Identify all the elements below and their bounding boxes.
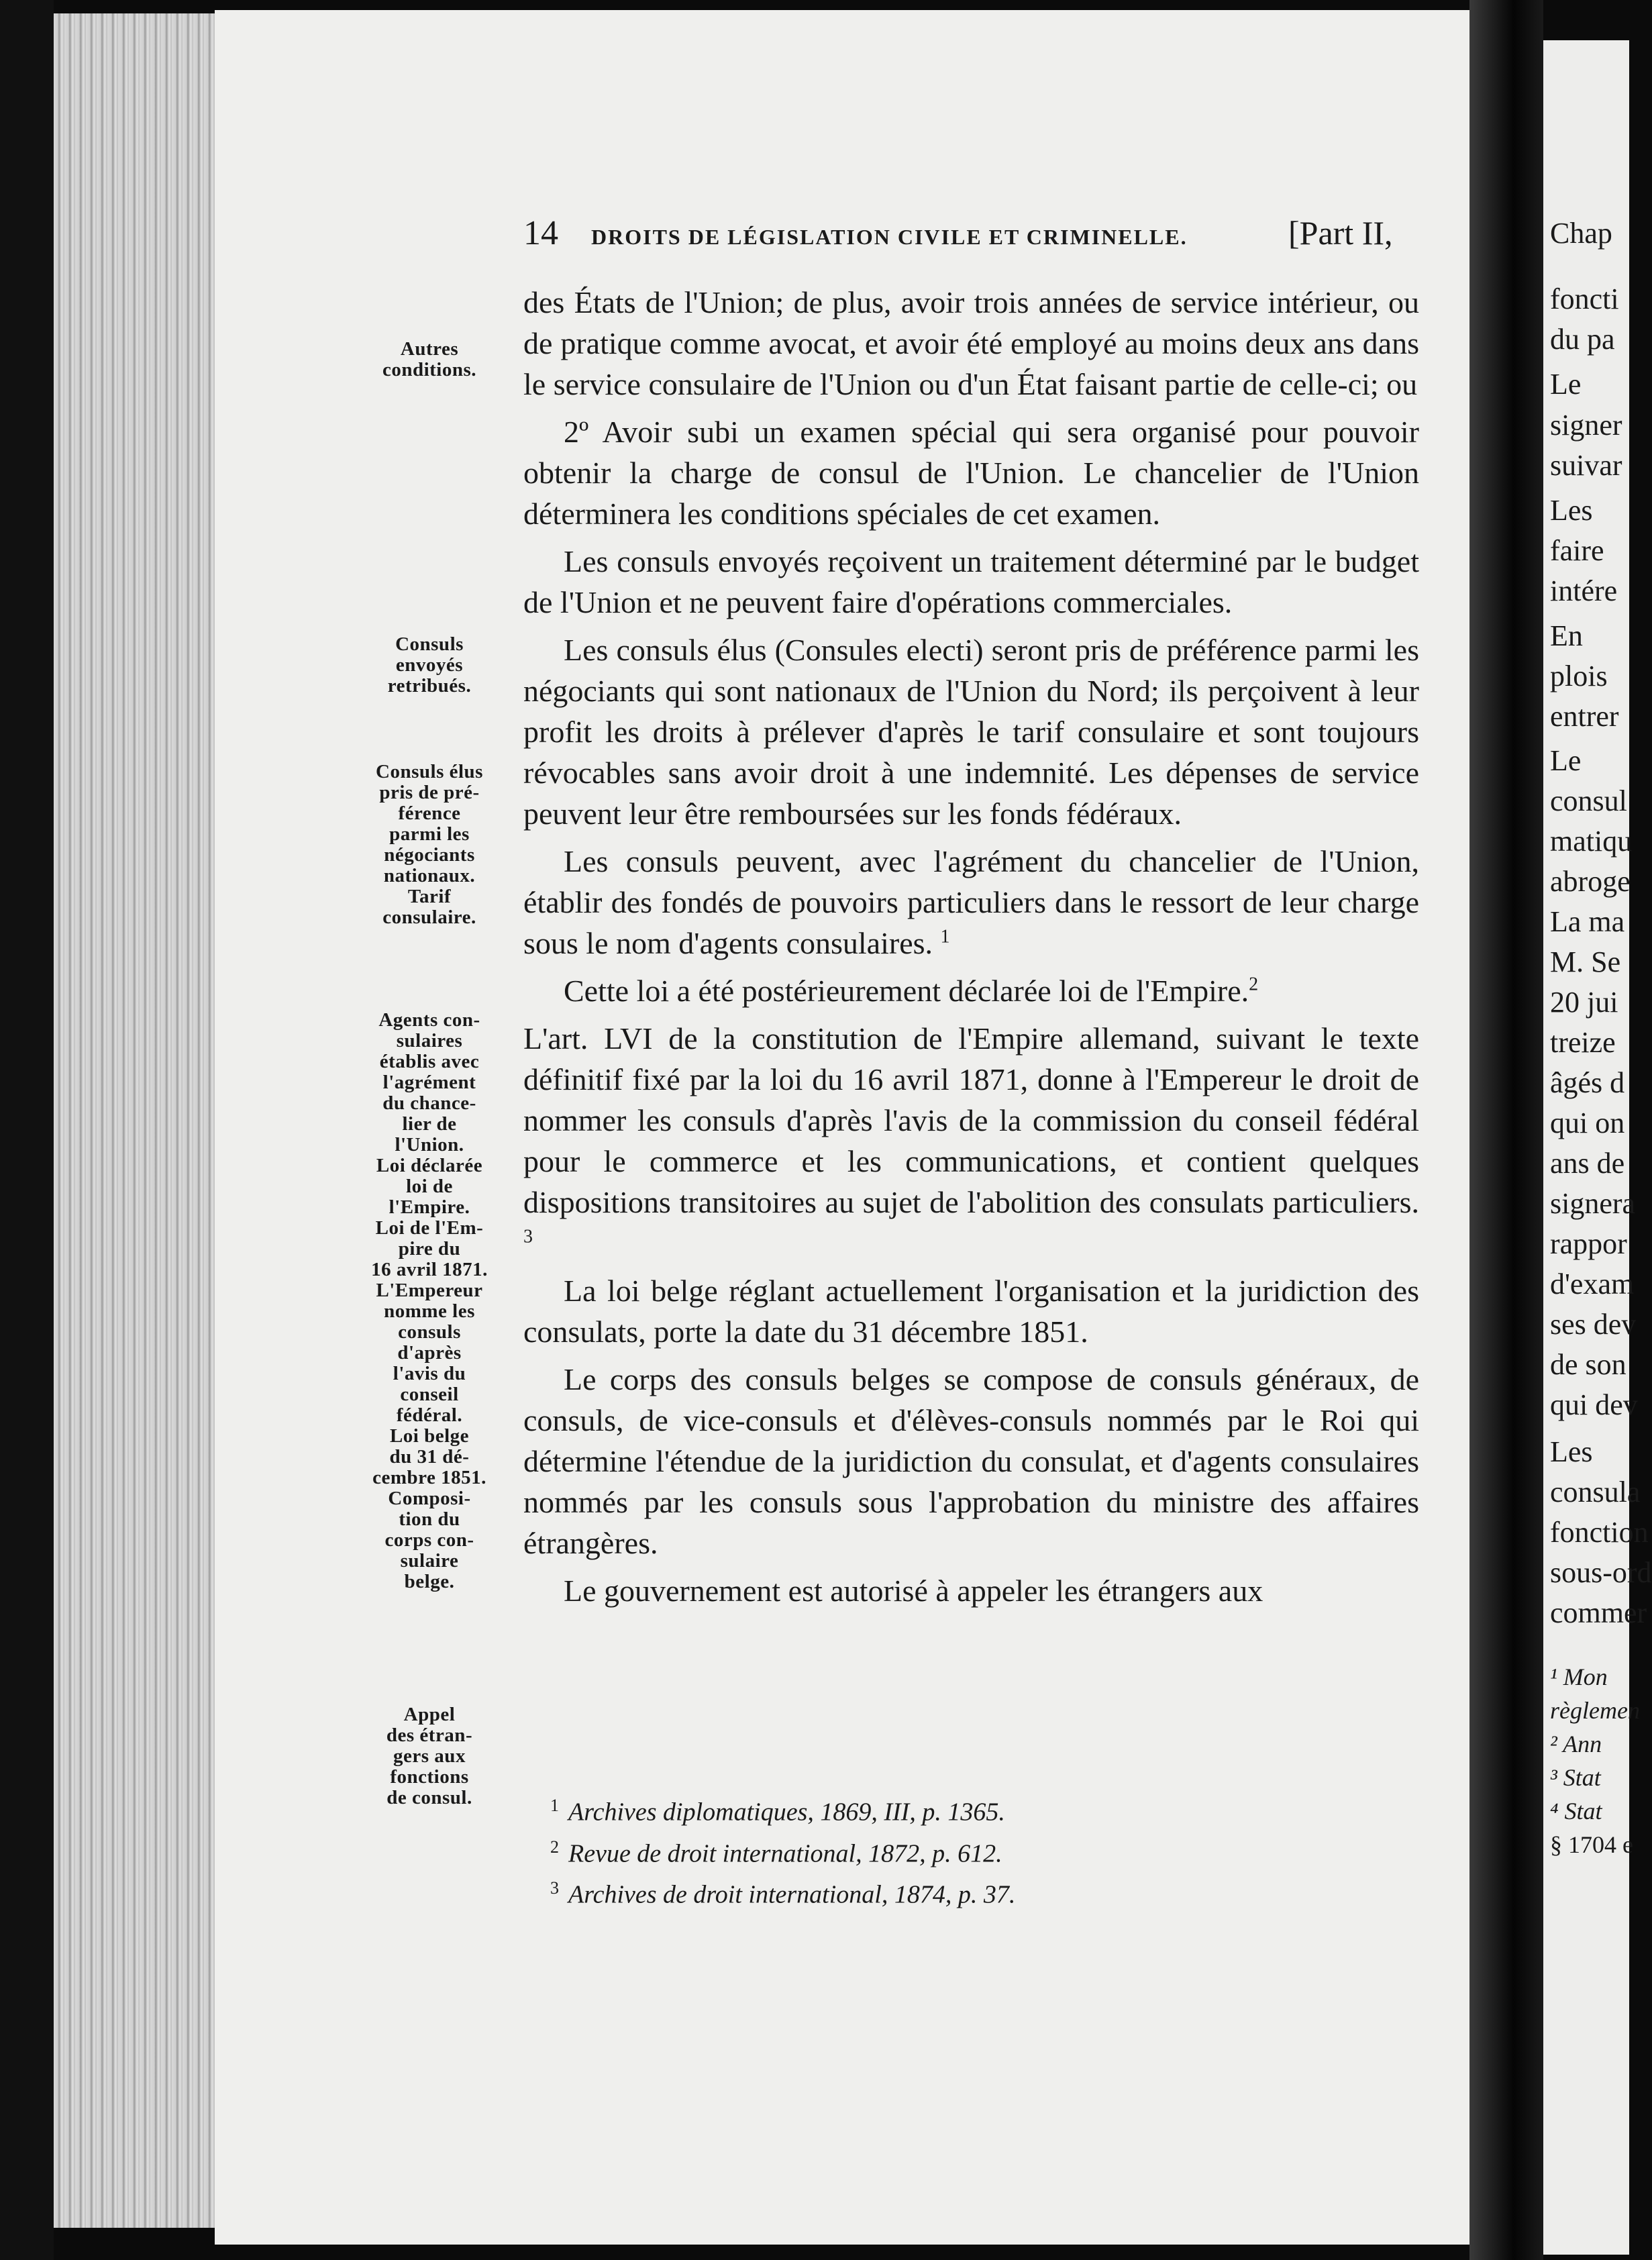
- margin-note-line: Loi belge: [389, 1425, 470, 1447]
- binding-edge: [0, 0, 54, 2260]
- facing-page-fragment: sous-ord: [1550, 1556, 1652, 1589]
- facing-page: [1543, 40, 1652, 2255]
- margin-note-line: nomme les: [384, 1300, 475, 1322]
- part-label: [Part II,: [1288, 214, 1393, 252]
- margin-note-line: férence: [398, 803, 461, 824]
- margin-note-line: établis avec: [379, 1051, 480, 1072]
- facing-page-fragment: rappor: [1550, 1227, 1627, 1260]
- margin-note-line: Autres: [400, 338, 459, 360]
- margin-note-line: gers aux: [393, 1745, 466, 1767]
- footnote-ref: 2: [1249, 974, 1259, 995]
- margin-note: [359, 339, 500, 380]
- paragraph: Le gouvernement est autorisé à appeler les étrangers aux: [564, 1574, 1263, 1608]
- facing-page-fragment: 20 jui: [1550, 986, 1618, 1019]
- body-text: [523, 282, 1419, 1618]
- facing-page-fragment: § 1704 e: [1550, 1831, 1633, 1858]
- margin-note-line: envoyés: [395, 654, 464, 676]
- margin-note-line: nationaux.: [383, 865, 476, 886]
- facing-page-fragment: faire: [1550, 534, 1604, 567]
- margin-note-line: d'après: [397, 1342, 462, 1364]
- facing-page-fragment: Les: [1550, 494, 1593, 527]
- facing-page-fragment: En: [1550, 619, 1583, 652]
- facing-page-fragment: entrer: [1550, 700, 1619, 733]
- facing-page-fragment: Les: [1550, 1435, 1593, 1468]
- facing-page-fragment: ¹ Mon: [1550, 1663, 1608, 1690]
- stacked-page-edges: [54, 13, 215, 2228]
- footnote: [550, 1830, 1288, 1871]
- margin-note-line: l'Empire.: [389, 1196, 470, 1218]
- margin-note-line: corps con-: [384, 1529, 474, 1551]
- margin-note-line: parmi les: [389, 823, 470, 845]
- margin-note-line: Consuls: [395, 633, 464, 655]
- margin-note-line: conditions.: [382, 359, 477, 380]
- margin-note: [359, 1704, 500, 1808]
- margin-note-line: pire du: [398, 1238, 461, 1260]
- facing-page-fragment: plois: [1550, 660, 1608, 692]
- margin-note-line: pris de pré-: [379, 782, 480, 803]
- margin-note-line: Consuls élus: [376, 761, 483, 782]
- footnote-text: Archives diplomatiques, 1869, III, p. 1365.: [568, 1798, 1005, 1827]
- footnote-ref: 1: [940, 926, 950, 947]
- paragraph: Les consuls élus (Consules electi) seront pris de préférence parmi les négociants qui sont nationaux de l'Union du Nord; ils perçoivent à leur profit les droits à prélever d'après le tarif consulaire et sont toujours révocables sans avoir droit à une indemnité. Les dépenses de service peuvent leur être remboursées sur les fonds fédéraux.: [523, 633, 1419, 831]
- facing-page-fragment: suivar: [1550, 449, 1622, 482]
- margin-note: [359, 1010, 500, 1592]
- margin-note-line: l'avis du: [393, 1363, 466, 1384]
- footnote-text: Revue de droit international, 1872, p. 612.: [568, 1839, 1002, 1868]
- margin-note-line: du chance-: [382, 1092, 476, 1114]
- facing-page-fragment: signer: [1550, 409, 1622, 442]
- footnote: [550, 1871, 1288, 1912]
- footnote-number: 2: [550, 1837, 559, 1857]
- facing-page-fragment: M. Se: [1550, 945, 1621, 978]
- facing-page-fragment: foncti: [1550, 282, 1619, 315]
- facing-page-fragment: Le: [1550, 368, 1582, 401]
- facing-page-fragment: ³ Stat: [1550, 1764, 1601, 1791]
- margin-note-line: 16 avril 1871.: [371, 1259, 488, 1280]
- paragraph-text: Cette loi a été postérieurement déclarée loi de l'Empire.: [564, 974, 1249, 1008]
- facing-page-fragment: La ma: [1550, 905, 1625, 938]
- margin-note-line: retribués.: [387, 675, 472, 697]
- margin-note-line: de consul.: [386, 1787, 472, 1808]
- paragraph: 2º Avoir subi un examen spécial qui sera organisé pour pouvoir obtenir la charge de consul de l'Union. Le chancelier de l'Union déterminera les conditions spéciales de cet examen.: [523, 415, 1419, 531]
- margin-note-line: cembre 1851.: [372, 1467, 486, 1488]
- margin-note-line: Appel: [403, 1704, 456, 1725]
- page-number: 14: [523, 214, 558, 252]
- footnote-ref: 3: [523, 1226, 533, 1247]
- paragraph-text: Les consuls peuvent, avec l'agrément du chancelier de l'Union, établir des fondés de pouvoirs particuliers dans le ressort de leur charge sous le nom d'agents consulaires.: [523, 844, 1419, 960]
- facing-page-fragment: treize: [1550, 1026, 1616, 1059]
- paragraph: La loi belge réglant actuellement l'organisation et la juridiction des consulats, porte la date du 31 décembre 1851.: [523, 1274, 1419, 1349]
- facing-page-fragment: fonction: [1550, 1516, 1649, 1549]
- facing-page-fragment: matiqu: [1550, 825, 1633, 858]
- margin-note-line: L'Empereur: [376, 1280, 483, 1301]
- facing-page-fragment: qui on: [1550, 1107, 1625, 1139]
- margin-note-line: Agents con-: [378, 1009, 480, 1031]
- margin-note-line: Tarif: [407, 886, 452, 907]
- margin-note-line: belge.: [404, 1571, 455, 1592]
- margin-note-line: sulaires: [396, 1030, 463, 1051]
- margin-note-line: Composi-: [388, 1488, 471, 1509]
- facing-page-fragment: règlemen: [1550, 1697, 1640, 1724]
- running-head: [523, 213, 1423, 253]
- margin-note-line: l'agrément: [382, 1072, 476, 1093]
- margin-note-line: du 31 dé-: [389, 1446, 470, 1468]
- facing-page-fragment: du pa: [1550, 323, 1615, 356]
- margin-note: [359, 762, 500, 928]
- margin-note-line: fédéral.: [396, 1404, 463, 1426]
- facing-page-fragment: Le: [1550, 744, 1582, 777]
- facing-page-fragment: Chap: [1550, 217, 1612, 250]
- margin-note-line: sulaire: [400, 1550, 459, 1572]
- margin-note-line: des étran-: [386, 1725, 473, 1746]
- margin-note-line: fonctions: [390, 1766, 469, 1788]
- footnotes: [550, 1788, 1288, 1912]
- facing-page-fragment: d'exam: [1550, 1268, 1635, 1300]
- footnote-number: 1: [550, 1796, 559, 1815]
- facing-page-fragment: commer: [1550, 1596, 1647, 1629]
- margin-note-line: lier de: [402, 1113, 457, 1135]
- footnote: [550, 1788, 1288, 1830]
- paragraph: des États de l'Union; de plus, avoir trois années de service intérieur, ou de pratique comme avocat, et avoir été employé au moins deux ans dans le service consulaire de l'Union ou d'un État faisant partie de celle-ci; ou: [523, 285, 1419, 401]
- margin-note-line: Loi déclarée: [376, 1155, 483, 1176]
- facing-page-fragment: abroge: [1550, 865, 1631, 898]
- margin-note-line: loi de: [406, 1176, 453, 1197]
- paragraph-text: L'art. LVI de la constitution de l'Empire allemand, suivant le texte définitif fixé par la loi du 16 avril 1871, donne à l'Empereur le droit de nommer les consuls d'après l'avis de la commission du conseil fédéral pour le commerce et les communications, et contient quelques dispositions transitoires au sujet de l'abolition des consulats particuliers.: [523, 1021, 1419, 1219]
- margin-note-line: négociants: [384, 844, 475, 866]
- margin-note-line: l'Union.: [395, 1134, 464, 1155]
- facing-page-fragment: ⁴ Stat: [1550, 1798, 1602, 1825]
- margin-note-line: conseil: [400, 1384, 459, 1405]
- facing-page-fragment: ² Ann: [1550, 1731, 1602, 1757]
- facing-page-fragment: signera: [1550, 1187, 1636, 1220]
- facing-page-fragment: qui dev: [1550, 1388, 1638, 1421]
- facing-page-fragment: consula: [1550, 1476, 1641, 1508]
- margin-note-line: consulaire.: [382, 907, 476, 928]
- paragraph: [523, 970, 1419, 1011]
- margin-note-line: consuls: [398, 1321, 461, 1343]
- footnote-text: Archives de droit international, 1874, p. 37.: [568, 1880, 1016, 1909]
- paragraph: Les consuls envoyés reçoivent un traitement déterminé par le budget de l'Union et ne peuvent faire d'opérations commerciales.: [523, 544, 1419, 619]
- facing-page-fragment: intére: [1550, 574, 1618, 607]
- facing-page-fragment: ses dev: [1550, 1308, 1637, 1341]
- facing-page-fragment: âgés d: [1550, 1066, 1625, 1099]
- facing-page-fragment: ans de: [1550, 1147, 1625, 1180]
- facing-page-fragment: consul: [1550, 784, 1627, 817]
- facing-page-fragment: de son: [1550, 1348, 1627, 1381]
- paragraph: [523, 1018, 1419, 1264]
- footnote-number: 3: [550, 1878, 559, 1898]
- margin-note-line: Loi de l'Em-: [375, 1217, 484, 1239]
- margin-note-line: tion du: [399, 1508, 460, 1530]
- paragraph: [523, 841, 1419, 964]
- gutter-shadow: [1469, 0, 1543, 2260]
- paragraph: Le corps des consuls belges se compose de consuls généraux, de consuls, de vice-consuls et d'élèves-consuls nommés par le Roi qui détermine l'étendue de la juridiction du consulat, et d'agents consulaires nommés par les consuls sous l'approbation du ministre des affaires étrangères.: [523, 1362, 1419, 1560]
- running-title: DROITS DE LÉGISLATION CIVILE ET CRIMINELLE.: [591, 225, 1188, 249]
- margin-note: [359, 634, 500, 697]
